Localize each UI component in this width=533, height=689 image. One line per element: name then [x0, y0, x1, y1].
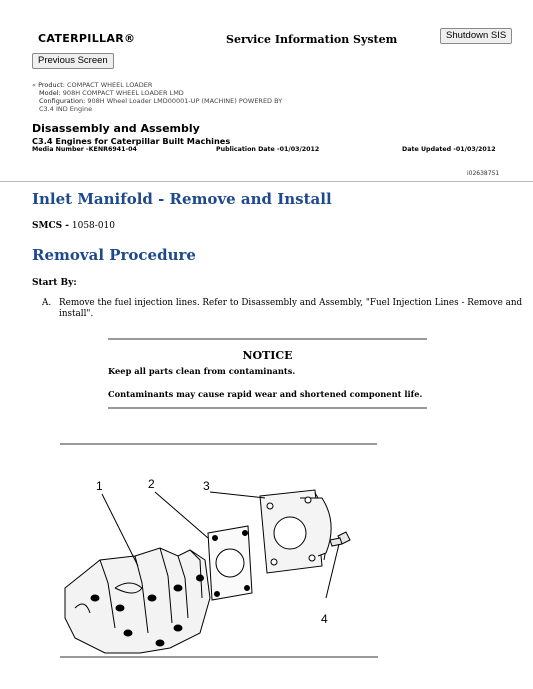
page-title: Inlet Manifold - Remove and Install [32, 190, 332, 208]
configuration-value: 908H Wheel Loader LMD00001-UP (MACHINE) POWERED BY [87, 97, 283, 105]
notice-bottom-rule [108, 407, 427, 409]
smcs-value: 1058-010 [71, 221, 115, 231]
section-heading: Disassembly and Assembly [32, 122, 200, 135]
notice-line-2: Contaminants may cause rapid wear and shortened component life. [108, 389, 423, 399]
system-title: Service Information System [226, 33, 398, 46]
step-letter: A. [42, 298, 52, 308]
smcs-label: SMCS - [32, 221, 69, 231]
manifold-part [65, 548, 210, 653]
notice-title: NOTICE [242, 349, 293, 362]
chevron-left-icon[interactable]: « [32, 81, 36, 89]
product-info [32, 81, 282, 113]
notice-line-1: Keep all parts clean from contaminants. [108, 366, 296, 376]
figure-top-rule [60, 443, 377, 445]
model-value: 908H COMPACT WHEEL LOADER LMD [62, 89, 184, 97]
previous-screen-button[interactable]: Previous Screen [32, 53, 114, 69]
publication-date: Publication Date -01/03/2012 [216, 146, 320, 153]
divider [0, 181, 533, 182]
notice-top-rule [108, 338, 427, 340]
inlet-manifold-illustration [60, 448, 380, 658]
product-value: COMPACT WHEEL LOADER [67, 81, 153, 89]
smcs-code [32, 221, 115, 231]
procedure-heading: Removal Procedure [32, 246, 196, 264]
product-label: Product: [38, 81, 65, 89]
document-id: i02638751 [467, 170, 500, 177]
media-number: Media Number -KENR6941-04 [32, 146, 137, 153]
model-label: Model: [39, 89, 61, 97]
caterpillar-logo: CATERPILLAR® [38, 33, 136, 45]
callout-2: 2 [148, 477, 155, 491]
callout-3: 3 [203, 479, 210, 493]
bolt-part [330, 532, 350, 546]
step-text: Remove the fuel injection lines. Refer to Disassembly and Assembly, "Fuel Injection Lines - Remove and install". [59, 298, 523, 319]
gasket-part [208, 526, 252, 600]
configuration-value-2: C3.4 IND Engine [39, 105, 93, 113]
start-by-label: Start By: [32, 278, 77, 288]
flange-part [260, 490, 331, 573]
shutdown-sis-button[interactable]: Shutdown SIS [440, 28, 512, 44]
configuration-label: Configuration: [39, 97, 86, 105]
date-updated: Date Updated -01/03/2012 [402, 146, 496, 153]
section-subheading: C3.4 Engines for Caterpillar Built Machines [32, 136, 231, 146]
callout-1: 1 [96, 479, 103, 493]
callout-4: 4 [321, 612, 328, 626]
